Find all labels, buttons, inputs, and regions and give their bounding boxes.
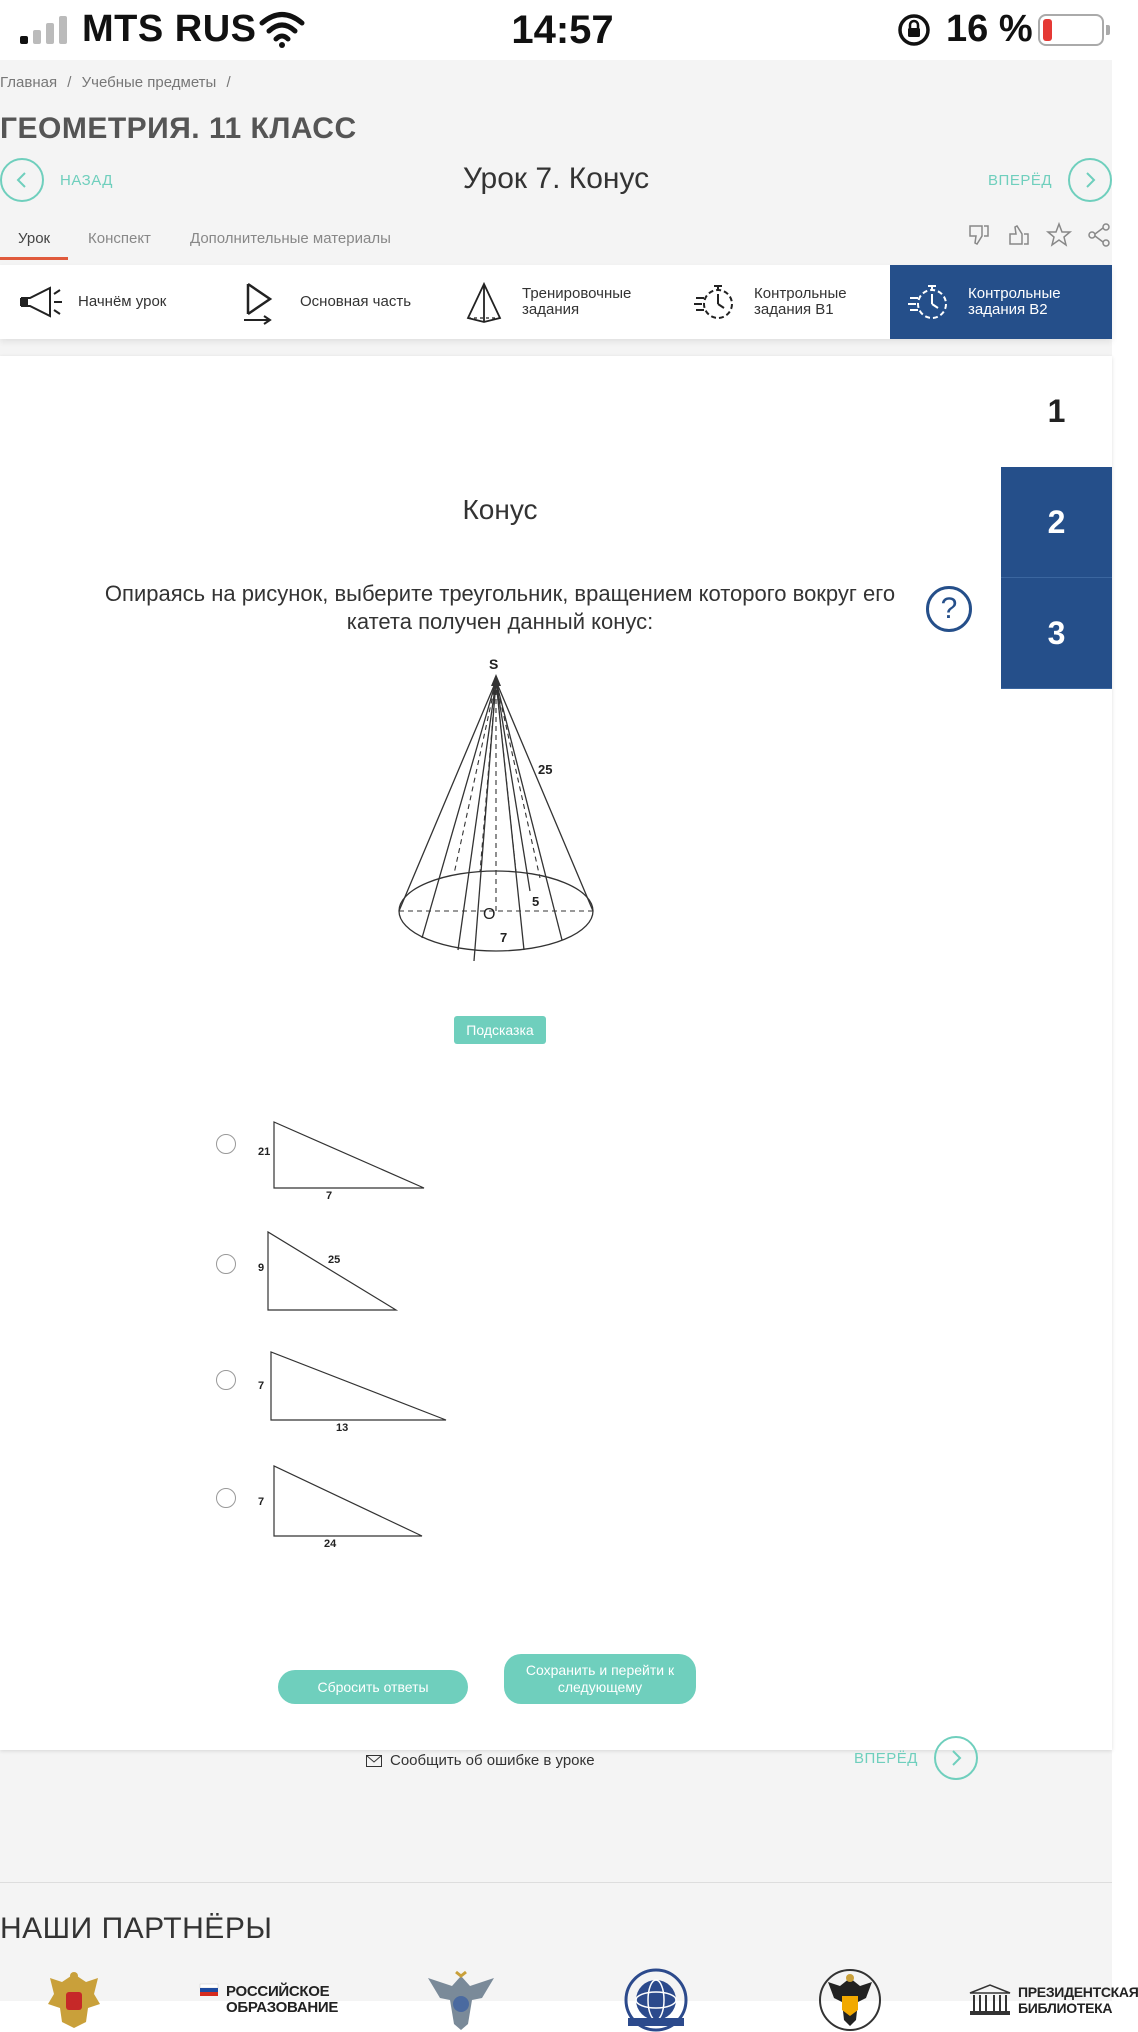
radio-button[interactable]	[216, 1488, 236, 1508]
partner-text-line2: ОБРАЗОВАНИЕ	[226, 1999, 339, 2016]
chevron-right-icon	[1068, 158, 1112, 202]
option-side-bottom: 7	[326, 1190, 333, 1202]
breadcrumb	[0, 74, 237, 91]
triangle-figure	[246, 1228, 426, 1313]
lesson-title: Урок 7. Конус	[462, 162, 650, 195]
share-icon[interactable]	[1086, 222, 1112, 248]
stopwatch-icon	[906, 280, 954, 324]
cone-label-center: O	[483, 906, 496, 923]
partner-text-line2: БИБЛИОТЕКА	[1018, 2000, 1113, 2016]
partner-emergency-ministry-logo[interactable]	[812, 1968, 888, 2032]
lesson-tools	[966, 222, 1112, 248]
eagle-emblem-icon	[812, 1968, 888, 2032]
option-side-left: 9	[258, 1262, 265, 1274]
stage-label-line1: Тренировочные	[522, 285, 632, 302]
report-error-link[interactable]	[366, 1752, 595, 1769]
stage-label	[522, 286, 631, 318]
battery-level	[1043, 19, 1052, 41]
back-label: НАЗАД	[60, 171, 113, 189]
triangle-figure	[246, 1462, 446, 1542]
stopwatch-icon	[692, 280, 740, 324]
partner-geographic-society-logo[interactable]	[618, 1968, 694, 2032]
cone-label-radius: 7	[500, 930, 508, 945]
tab-extra-materials[interactable]: Дополнительные материалы	[190, 230, 391, 247]
question-text: Опираясь на рисунок, выберите треугольник, вращением которого вокруг его катета получен данный конус:	[104, 581, 896, 634]
partner-text-line1: ПРЕЗИДЕНТСКАЯ	[1018, 1984, 1138, 2000]
stage-control-b2[interactable]	[890, 265, 1112, 339]
option-side-left: 7	[258, 1380, 265, 1392]
status-bar	[0, 0, 1125, 60]
dislike-icon[interactable]	[966, 222, 992, 248]
cone-label-slant: 25	[538, 762, 553, 777]
question-card	[0, 356, 1112, 1769]
save-and-next-button[interactable]: Сохранить и перейти к следующему	[504, 1654, 696, 1704]
cone-label-segment: 5	[532, 894, 540, 909]
forward-label: ВПЕРЁД	[988, 171, 1052, 189]
breadcrumb-home[interactable]: Главная	[0, 74, 58, 91]
breadcrumb-separator: /	[67, 74, 72, 91]
triangle-figure	[246, 1116, 426, 1196]
question-number-2[interactable]: 2	[1001, 467, 1112, 578]
play-icon	[238, 280, 286, 324]
lesson-stages	[0, 265, 1112, 339]
question-number-1[interactable]: 1	[1001, 356, 1112, 467]
stage-label: Начнём урок	[78, 293, 167, 310]
option-side-hypotenuse: 25	[328, 1254, 341, 1266]
option-side-bottom: 13	[336, 1422, 349, 1434]
tab-lesson[interactable]: Урок	[0, 230, 68, 260]
globe-emblem-icon	[618, 1968, 694, 2032]
stage-main-part[interactable]	[222, 265, 444, 339]
clock: 14:57	[511, 8, 614, 52]
battery-icon	[1038, 14, 1104, 46]
lesson-tabs	[0, 230, 1112, 264]
radio-button[interactable]	[216, 1254, 236, 1274]
stage-training[interactable]	[444, 265, 676, 339]
radio-button[interactable]	[216, 1370, 236, 1390]
stage-label-line1: Контрольные	[754, 285, 847, 302]
library-building-icon	[968, 1983, 1012, 2017]
partners-title: НАШИ ПАРТНЁРЫ	[0, 1912, 273, 1945]
question-number-3[interactable]: 3	[1001, 578, 1112, 689]
eagle-emblem-icon	[420, 1968, 502, 2032]
divider	[0, 1882, 1112, 1883]
carrier-name: MTS RUS	[82, 8, 257, 50]
flag-icon	[200, 1984, 218, 1996]
forward-label: ВПЕРЁД	[854, 1749, 918, 1767]
partner-eagle-emblem-logo[interactable]	[420, 1968, 502, 2032]
cone-label-apex: S	[489, 656, 499, 672]
coat-of-arms-icon	[44, 1968, 104, 2032]
star-icon[interactable]	[1046, 222, 1072, 248]
partner-text-line1: РОССИЙСКОЕ	[226, 1983, 330, 2000]
answer-option[interactable]	[216, 1116, 456, 1206]
page	[0, 60, 1138, 2016]
reset-answers-button[interactable]: Сбросить ответы	[278, 1670, 468, 1704]
stage-label-line2: задания	[522, 301, 580, 318]
stage-start[interactable]	[0, 265, 222, 339]
stage-label	[968, 286, 1061, 318]
option-side-bottom: 24	[324, 1538, 337, 1550]
stage-label-line2: задания В1	[754, 301, 834, 318]
partner-coat-of-arms-logo[interactable]	[44, 1968, 104, 2032]
pyramid-icon	[460, 280, 508, 324]
forward-button[interactable]	[988, 158, 1112, 202]
answer-option[interactable]	[216, 1462, 456, 1552]
stage-label-line1: Контрольные	[968, 285, 1061, 302]
question-navigator	[1001, 356, 1112, 689]
option-side-left: 21	[258, 1146, 271, 1158]
forward-button-bottom[interactable]	[854, 1736, 978, 1780]
option-side-left: 7	[258, 1496, 265, 1508]
course-title: ГЕОМЕТРИЯ. 11 КЛАСС	[0, 112, 357, 145]
report-error-label: Сообщить об ошибке в уроке	[390, 1752, 595, 1769]
rotation-lock-icon	[896, 12, 932, 48]
answer-option[interactable]	[216, 1228, 456, 1318]
stage-label-line2: задания В2	[968, 301, 1048, 318]
chevron-right-icon	[934, 1736, 978, 1780]
battery-percent: 16 %	[946, 8, 1033, 50]
partner-text	[1018, 1984, 1138, 2016]
stage-label	[754, 286, 847, 318]
tab-summary[interactable]: Конспект	[88, 230, 151, 247]
radio-button[interactable]	[216, 1134, 236, 1154]
partner-russian-education-logo[interactable]	[200, 1968, 338, 2032]
question-title: Конус	[462, 494, 538, 525]
envelope-icon	[366, 1755, 382, 1767]
answer-option[interactable]	[216, 1346, 456, 1436]
like-icon[interactable]	[1006, 222, 1032, 248]
partner-presidential-library-logo[interactable]	[968, 1968, 1138, 2032]
help-icon[interactable]: ?	[926, 586, 972, 632]
breadcrumb-separator: /	[226, 74, 231, 91]
partner-text	[226, 1984, 338, 2016]
breadcrumb-subjects[interactable]: Учебные предметы	[81, 74, 217, 91]
triangle-figure	[246, 1346, 466, 1426]
stage-control-b1[interactable]	[676, 265, 890, 339]
hint-button[interactable]: Подсказка	[454, 1016, 546, 1044]
stage-label: Основная часть	[300, 293, 412, 310]
megaphone-icon	[16, 280, 64, 324]
